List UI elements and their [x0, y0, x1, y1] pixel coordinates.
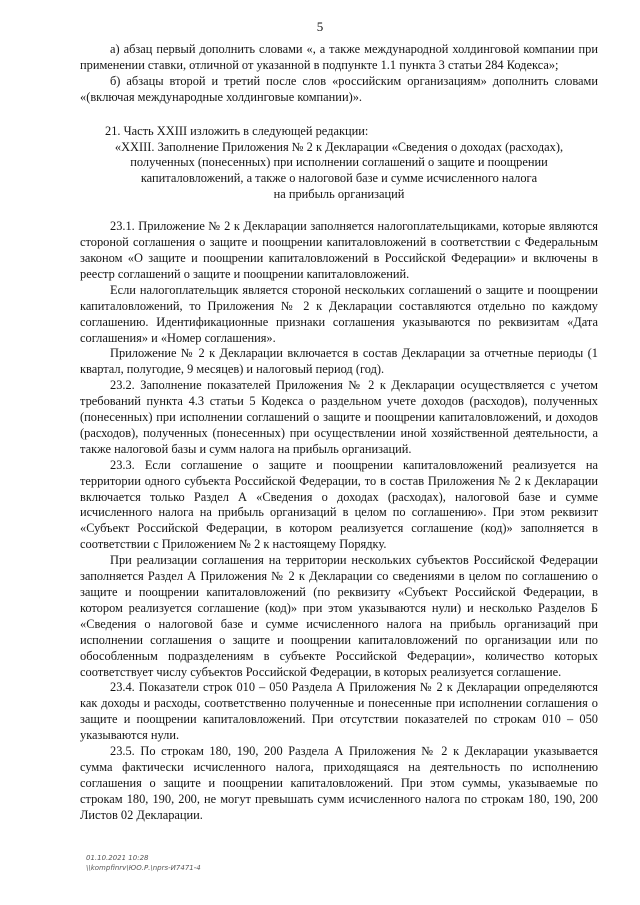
paragraph-multiple-agreements: Если налогоплательщик является стороной нескольких соглашений о защите и поощрении капиталовложений, то Приложения № 2 к Декларации составляются отдельно по каждому соглашению. Идентификационные признаки соглашения указываются по реквизитам «Дата соглашения» и «Номер соглашения».: [80, 282, 598, 345]
amendment-paragraph-b: б) абзацы второй и третий после слов «российским организациям» дополнить словами «(включая международные холдинговые компании)».: [80, 73, 598, 104]
paragraph-23-2: 23.2. Заполнение показателей Приложения № 2 к Декларации осуществляется с учетом требований пункта 4.3 статьи 5 Кодекса о раздельном учете доходов (расходов), полученных (понесенных) при исполнении соглашений о защите и поощрении капиталовложений, и доходов (расходов), полученных (понесенных) при осуществлении иной хозяйственной деятельности, а также налоговой базы и сумм налога на прибыль организаций.: [80, 378, 598, 456]
section-heading-line: на прибыль организаций: [273, 187, 405, 202]
section-intro: 21. Часть XXIII изложить в следующей редакции:: [105, 123, 369, 138]
document-body: [80, 42, 598, 824]
amendment-paragraph-a: а) абзац первый дополнить словами «, а также международной холдинговой компании при применении ставки, отличной от указанной в подпункте 1.1 пункта 3 статьи 284 Кодекса»;: [80, 42, 598, 72]
paragraph-23-4: 23.4. Показатели строк 010 – 050 Раздела А Приложения № 2 к Декларации определяются как доходы и расходы, соответственно полученные и понесенные при исполнении соглашения о защите и поощрении капиталовложений. При отсутствии показателей по строкам 010 – 050 указываются нули.: [80, 680, 598, 743]
paragraph-multiple-subjects: При реализации соглашения на территории нескольких субъектов Российской Федерации заполняется Раздел А Приложения № 2 к Декларации со сведениями в целом по соглашению о защите и поощрении капиталовложений (по реквизиту «Субъект Российской Федерации, в котором реализуется соглашение (код)» при этом указываются нули) и несколько Разделов Б «Сведения о налоговой базе и сумме исчисленного налога на прибыль организаций при исполнении соглашения о защите и поощрении капиталовложений по организации или по обособленным подразделениям в субъекте Российской Федерации», количество которых соответствует числу субъектов Российской Федерации, в которых реализуется соглашение.: [80, 553, 598, 679]
section-heading-line: «XXIII. Заполнение Приложения № 2 к Декларации «Сведения о доходах (расходах),: [114, 139, 564, 154]
paragraph-23-1: 23.1. Приложение № 2 к Декларации заполняется налогоплательщиками, которые являются стороной соглашения о защите и поощрении капиталовложений в соответствии с Федеральным законом «О защите и поощрении капиталовложений в Российской Федерации» и включены в реестр соглашений о защите и поощрении капиталовложений.: [80, 219, 598, 281]
paragraph-23-5: 23.5. По строкам 180, 190, 200 Раздела А Приложения № 2 к Декларации указывается сумма фактически исчисленного налога, приходящаяся на деятельность по исполнению соглашения о защите и поощрении капиталовложений. При этом суммы, указываемые по строкам 180, 190, 200, не могут превышать сумм исчисленного налога по строкам 180, 190, 200 Листов 02 Декларации.: [80, 744, 598, 822]
paragraph-23-3: 23.3. Если соглашение о защите и поощрении капиталовложений реализуется на территории одного субъекта Российской Федерации, то в состав Приложения № 2 к Декларации включается только Раздел А «Сведения о доходах (расходах), налоговой базе и сумме исчисленного налога на прибыль организаций в целом по соглашению». При этом реквизит «Субъект Российской Федерации, в котором реализуется соглашение (код)» заполняется в соответствии с Приложением № 2 к настоящему Порядку.: [80, 457, 598, 552]
document-footer: [86, 854, 201, 873]
footer-date: 01.10.2021 10:28: [86, 854, 149, 862]
paragraph-reporting-periods: Приложение № 2 к Декларации включается в состав Декларации за отчетные периоды (1 квартал, полугодие, 9 месяцев) и налоговый период (год).: [80, 346, 598, 377]
section-heading-line: полученных (понесенных) при исполнении соглашений о защите и поощрении: [130, 155, 548, 170]
section-heading-line: капиталовложений, а также о налоговой базе и сумме исчисленного налога: [140, 171, 538, 186]
page-number: 5: [316, 19, 324, 34]
section-heading: [80, 140, 598, 204]
footer-file-path: \\kompfinrv\ЮО.Р.\nprs-И7471-4: [86, 863, 201, 872]
